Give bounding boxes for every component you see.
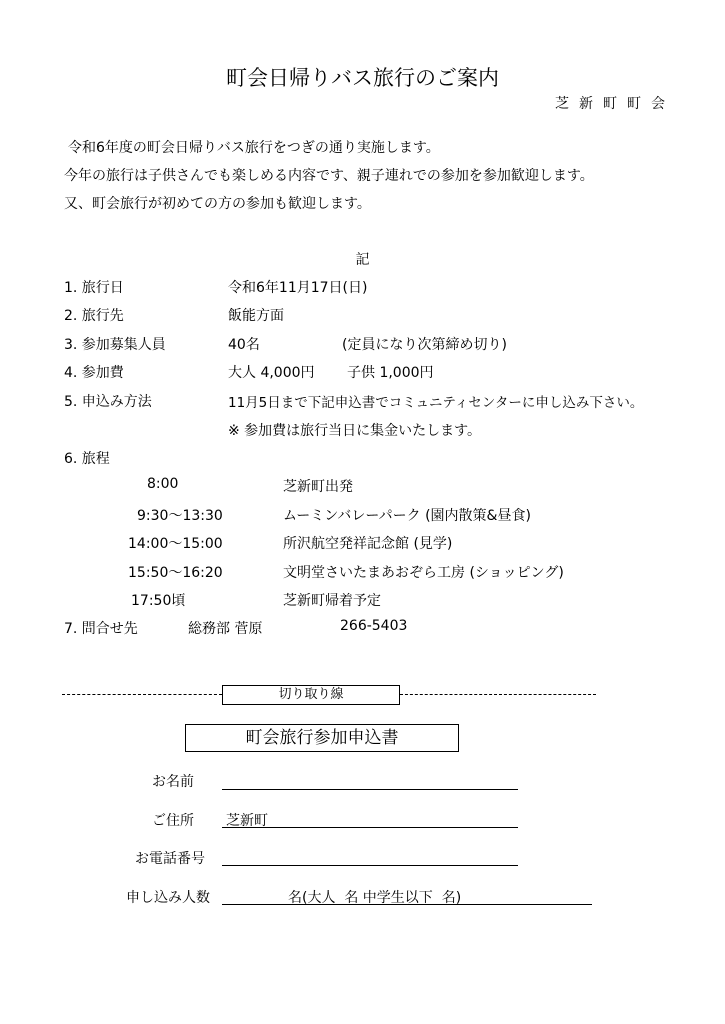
item-capacity-label: 3. 参加募集人員 bbox=[64, 337, 166, 353]
count-label: 申し込み人数 bbox=[126, 890, 210, 906]
phone-label: お電話番号 bbox=[135, 851, 205, 867]
form-title: 町会旅行参加申込書 bbox=[185, 724, 459, 752]
item-fee-adult: 大人 4,000円 bbox=[228, 365, 315, 381]
count-field[interactable] bbox=[222, 904, 592, 905]
item-apply-value: 11月5日まで下記申込書でコミュニティセンターに申し込み下さい。 bbox=[228, 395, 644, 411]
schedule-event: 文明堂さいたまあおぞら工房 (ショッピング) bbox=[283, 565, 564, 581]
item-apply-label: 5. 申込み方法 bbox=[64, 394, 152, 410]
item-fee-child: 子供 1,000円 bbox=[347, 365, 434, 381]
schedule-time: 14:00〜15:00 bbox=[128, 536, 223, 552]
item-apply-note: ※ 参加費は旅行当日に集金いたします。 bbox=[228, 423, 482, 439]
item-fee-label: 4. 参加費 bbox=[64, 365, 124, 381]
item-destination-label: 2. 旅行先 bbox=[64, 308, 124, 324]
contact-label: 7. 問合せ先 bbox=[64, 621, 138, 637]
intro-line-1: 令和6年度の町会日帰りバス旅行をつぎの通り実施します。 bbox=[68, 140, 440, 156]
item-date-value: 令和6年11月17日(日) bbox=[228, 280, 368, 296]
address-field[interactable] bbox=[222, 827, 518, 828]
schedule-time: 9:30〜13:30 bbox=[137, 508, 223, 524]
name-label: お名前 bbox=[152, 774, 194, 790]
intro-line-3: 又、町会旅行が初めての方の参加も歓迎します。 bbox=[64, 196, 371, 212]
item-date-label: 1. 旅行日 bbox=[64, 280, 124, 296]
intro-line-2: 今年の旅行は子供さんでも楽しめる内容です、親子連れでの参加を参加歓迎します。 bbox=[64, 168, 594, 184]
item-capacity-note: (定員になり次第締め切り) bbox=[342, 337, 507, 353]
count-breakdown: 名(大人 名 中学生以下 名) bbox=[288, 890, 462, 906]
ki-heading: 記 bbox=[355, 252, 370, 268]
schedule-time: 8:00 bbox=[147, 476, 179, 492]
cut-line-left bbox=[62, 694, 222, 695]
cut-line-right bbox=[400, 694, 596, 695]
schedule-event: ムーミンバレーパーク (園内散策&昼食) bbox=[283, 508, 531, 524]
name-field[interactable] bbox=[222, 789, 518, 790]
schedule-event: 芝新町出発 bbox=[283, 479, 353, 495]
item-destination-value: 飯能方面 bbox=[228, 308, 284, 324]
schedule-time: 17:50頃 bbox=[131, 593, 186, 609]
organizer: 芝新町町会 bbox=[555, 96, 675, 112]
address-label: ご住所 bbox=[152, 813, 194, 829]
contact-person: 総務部 菅原 bbox=[188, 621, 263, 637]
schedule-event: 芝新町帰着予定 bbox=[283, 593, 381, 609]
schedule-time: 15:50〜16:20 bbox=[128, 565, 223, 581]
page-title: 町会日帰りバス旅行のご案内 bbox=[226, 66, 499, 90]
phone-field[interactable] bbox=[222, 865, 518, 866]
contact-phone: 266-5403 bbox=[340, 618, 408, 634]
address-value: 芝新町 bbox=[226, 813, 268, 829]
item-capacity-value: 40名 bbox=[228, 337, 260, 353]
schedule-label: 6. 旅程 bbox=[64, 451, 110, 467]
schedule-event: 所沢航空発祥記念館 (見学) bbox=[283, 536, 453, 552]
cut-line-label: 切り取り線 bbox=[222, 685, 400, 705]
